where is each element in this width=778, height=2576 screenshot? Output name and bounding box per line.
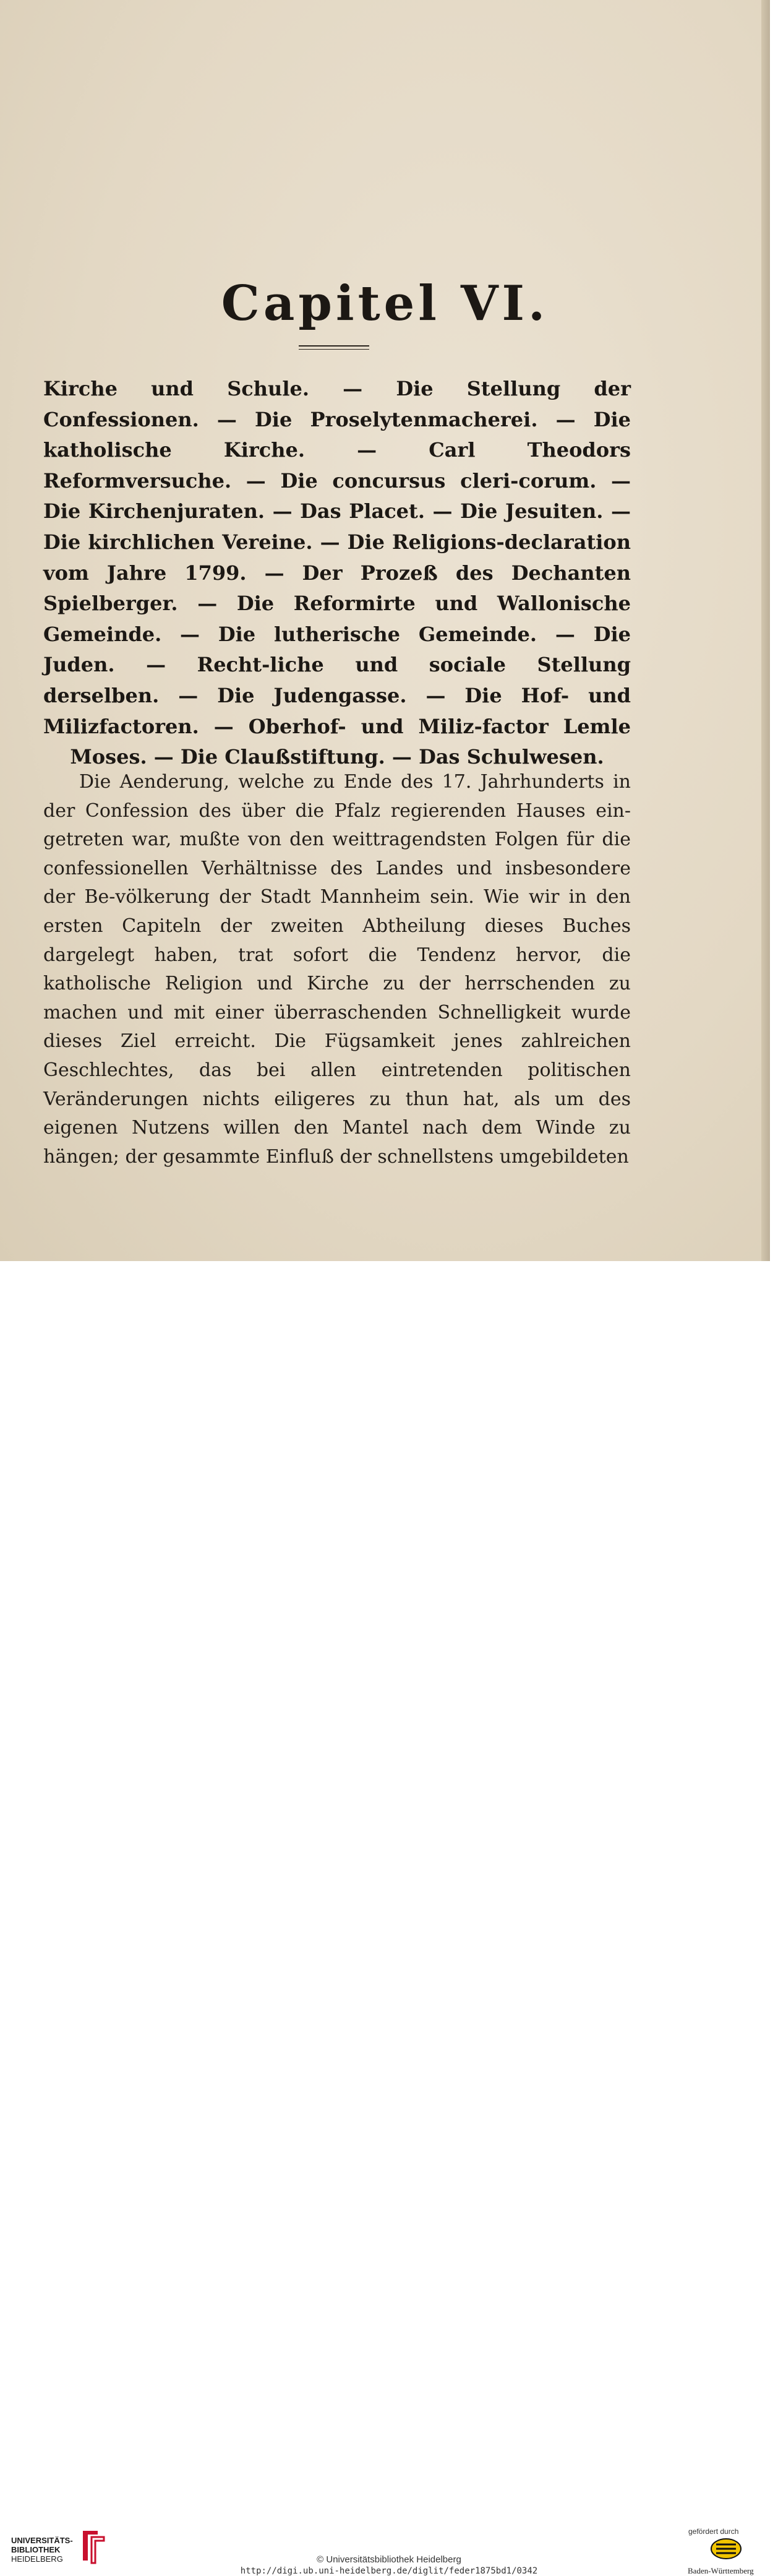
library-name-line1: UNIVERSITÄTS- bbox=[11, 2536, 73, 2545]
source-url-link[interactable]: http://digi.ub.uni-heidelberg.de/diglit/feder1875bd1/0342 bbox=[240, 2566, 538, 2576]
page-edge-shadow bbox=[761, 0, 770, 1261]
title-rule-thin bbox=[299, 349, 369, 350]
sponsor-name: Baden-Württemberg bbox=[688, 2566, 754, 2575]
chapter-summary: Kirche und Schule. — Die Stellung der Confessionen. — Die Proselytenmacherei. — Die katholische Kirche. — Carl Theodors Reformversuche. — Die concursus cleri-corum. — Die Kirchenjuraten. — Das Placet. — Die Jesuiten. — Die kirchlichen Vereine. — Die Religions-declaration vom Jahre 1799. — Der Prozeß des Dechanten Spielberger. — Die Reformirte und Wallonische Gemeinde. — Die lutherische Gemeinde. — Die Juden. — Recht-liche und sociale Stellung derselben. — Die Judengasse. — Die Hof- und Milizfactoren. — Oberhof- und Miliz-factor Lemle Moses. — Die Claußstiftung. — Das Schulwesen. bbox=[43, 377, 631, 769]
sponsor-label: gefördert durch bbox=[688, 2527, 739, 2536]
copyright-notice: © Universitätsbibliothek Heidelberg bbox=[317, 2554, 461, 2565]
body-paragraph: Die Aenderung, welche zu Ende des 17. Jahrhunderts in der Confession des über die Pfalz regierenden Hauses ein-getreten war, mußte von den weittragendsten Folgen für die confessionellen Verhältnisse des Landes und insbesondere der Be-völkerung der Stadt Mannheim sein. Wie wir in den ersten Capiteln der zweiten Abtheilung dieses Buches dargelegt haben, trat sofort die Tendenz hervor, die katholische Religion und Kirche zu der herrschenden zu machen und mit einer überraschenden Schnelligkeit wurde dieses Ziel erreicht. Die Fügsamkeit jenes zahlreichen Geschlechtes, das bei allen eintretenden politischen Veränderungen nichts eiligeres zu thun hat, als um des eigenen Nutzens willen den Mantel nach dem Winde zu hängen; der gesammte Einfluß der schnellstens umgebildeten bbox=[43, 771, 631, 1168]
chapter-title: Capitel VI. bbox=[221, 275, 549, 332]
title-rule-thick bbox=[299, 345, 369, 347]
scanned-page bbox=[0, 0, 770, 1261]
viewer-footer bbox=[0, 1261, 778, 2576]
library-name-line3: HEIDELBERG bbox=[11, 2554, 63, 2564]
baden-wuerttemberg-logo-icon bbox=[710, 2538, 742, 2560]
library-name-line2: BIBLIOTHEK bbox=[11, 2545, 61, 2554]
